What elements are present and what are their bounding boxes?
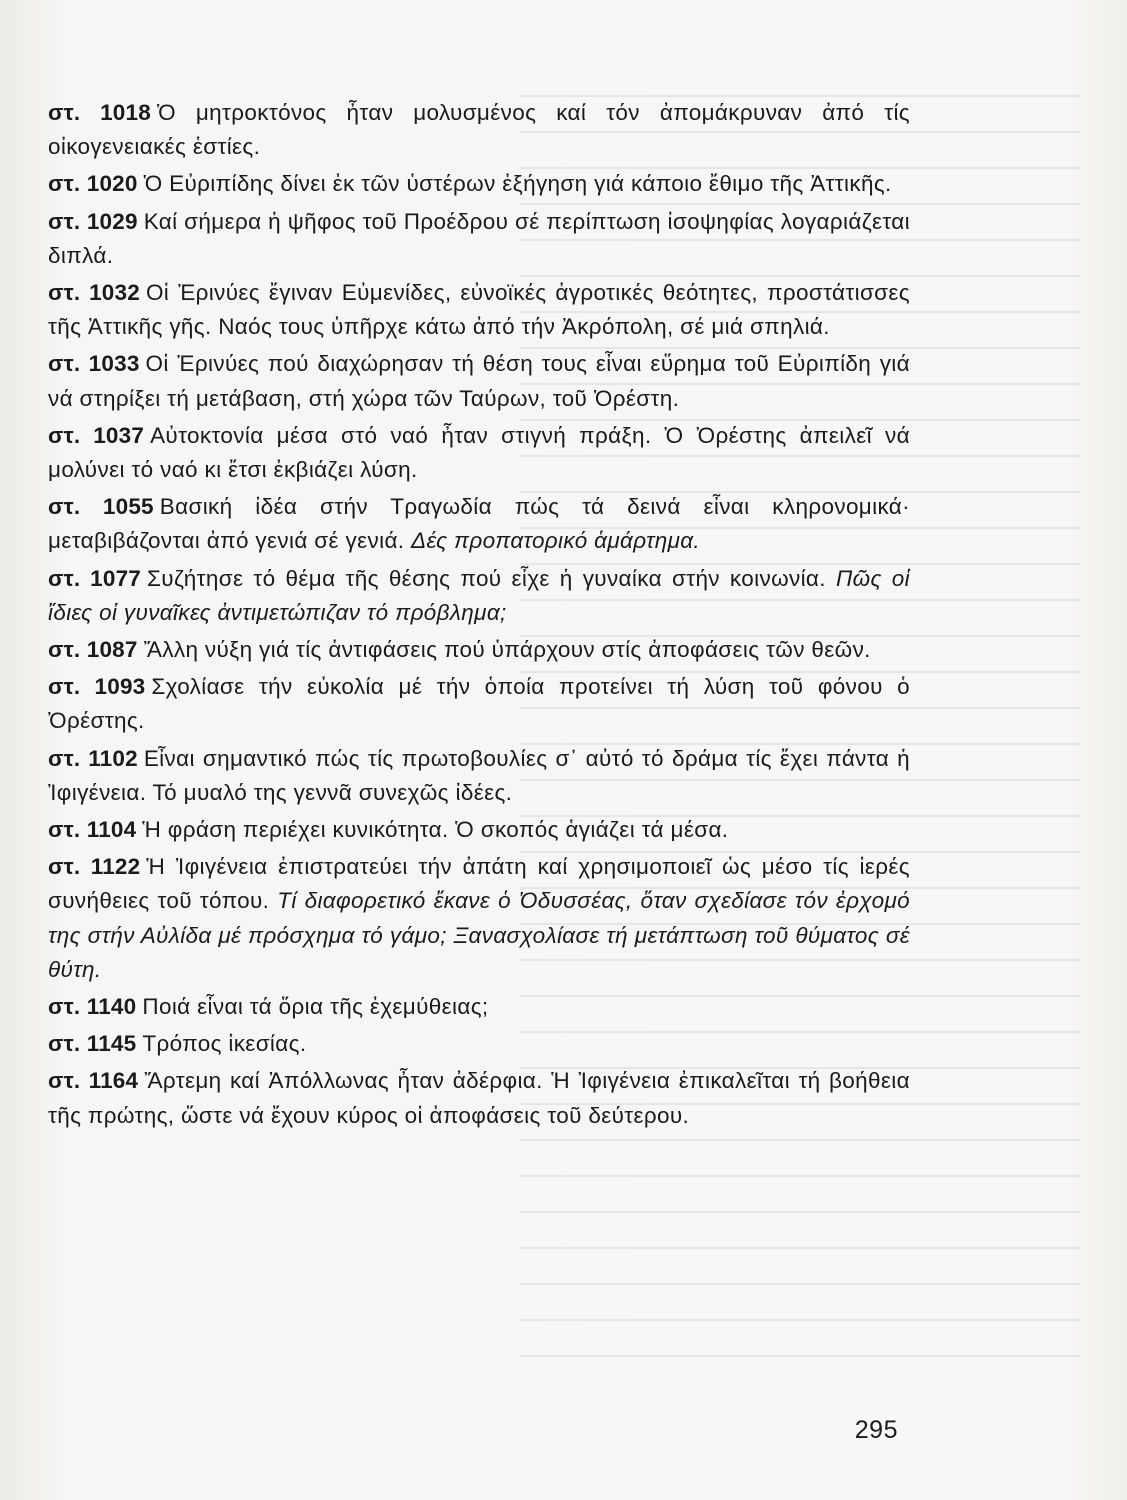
entry-1104 xyxy=(48,813,910,847)
verse-ref: στ. 1077 xyxy=(48,565,142,591)
entry-italic-note: Τί διαφορετικό ἔκανε ὁ Ὀδυσσέας, ὅταν σχεδίασε τόν ἐρχομό της στήν Αὐλίδα μέ πρόσχημα τό γάμο; Ξανασχολίασε τή μετάπτωση τοῦ θύματος σέ θύτη. xyxy=(48,888,911,982)
verse-ref: στ. 1140 xyxy=(48,994,137,1020)
entry-1032 xyxy=(48,276,910,344)
entry-text: Ὁ Εὐριπίδης δίνει ἐκ τῶν ὑστέρων ἐξήγηση γιά κάποιο ἔθιμο τῆς Ἀττικῆς. xyxy=(143,171,892,197)
entry-1122 xyxy=(48,850,910,987)
entry-1164 xyxy=(48,1064,910,1132)
entry-1033 xyxy=(48,347,910,415)
verse-ref: στ. 1104 xyxy=(48,817,137,843)
verse-ref: στ. 1164 xyxy=(48,1068,139,1094)
verse-ref: στ. 1087 xyxy=(48,637,138,663)
commentary-text xyxy=(48,96,910,1136)
entry-text: Καί σήμερα ἡ ψῆφος τοῦ Προέδρου σέ περίπτωση ἰσοψηφίας λογαριάζεται διπλά. xyxy=(48,208,910,268)
entry-italic-note: Πῶς οἱ ἴδιες οἱ γυναῖκες ἀντιμετώπιζαν τό πρόβλημα; xyxy=(48,565,910,625)
entry-text: Ἡ Ἰφιγένεια ἐπιστρατεύει τήν ἀπάτη καί χρησιμοποιεῖ ὡς μέσο τίς ἱερές συνήθειες τοῦ τόπου. xyxy=(48,854,910,914)
entry-1093 xyxy=(48,670,910,738)
entry-text: Τρόπος ἱκεσίας. xyxy=(142,1031,307,1057)
entry-1029 xyxy=(48,205,910,273)
entry-1102 xyxy=(48,742,910,810)
entry-1018 xyxy=(48,96,910,164)
entry-1145 xyxy=(48,1027,910,1061)
entry-1087 xyxy=(48,633,910,667)
entry-text: Αὐτοκτονία μέσα στό ναό ἦταν στιγνή πράξη. Ὁ Ὀρέστης ἀπειλεῖ νά μολύνει τό ναό κι ἔτσι ἐκβιάζει λύση. xyxy=(48,422,910,483)
verse-ref: στ. 1055 xyxy=(48,494,154,520)
entry-text: Ἡ φράση περιέχει κυνικότητα. Ὁ σκοπός ἁγιάζει τά μέσα. xyxy=(142,817,729,843)
entry-text: Εἶναι σημαντικό πώς τίς πρωτοβουλίες σ᾽ αὐτό τό δράμα τίς ἔχει πάντα ἡ Ἰφιγένεια. Τό μυαλό της γεννᾶ συνεχῶς ἰδέες. xyxy=(48,745,910,805)
verse-ref: στ. 1122 xyxy=(48,854,141,880)
verse-ref: στ. 1145 xyxy=(48,1031,137,1057)
entry-text: Ἄρτεμη καί Ἀπόλλωνας ἦταν ἀδέρφια. Ἡ Ἰφιγένεια ἐπικαλεῖται τή βοήθεια τῆς πρώτης, ὥστε νά ἔχουν κύρος οἱ ἀποφάσεις τοῦ δεύτερου. xyxy=(48,1068,910,1128)
verse-ref: στ. 1032 xyxy=(48,280,140,306)
verse-ref: στ. 1029 xyxy=(48,208,138,234)
page-number: 295 xyxy=(854,1416,898,1444)
verse-ref: στ. 1037 xyxy=(48,422,145,448)
entry-1020 xyxy=(48,167,910,201)
verse-ref: στ. 1018 xyxy=(48,100,151,125)
entry-text: Οἱ Ἐρινύες ἔγιναν Εὐμενίδες, εὐνοϊκές ἀγροτικές θεότητες, προστάτισσες τῆς Ἀττικῆς γῆς. Ναός τους ὑπῆρχε κάτω ἀπό τήν Ἀκρόπολη, σέ μιά σπηλιά. xyxy=(48,280,910,340)
entry-text: Βασική ἰδέα στήν Τραγωδία πώς τά δεινά εἶναι κληρονομικά· μεταβιβάζονται ἀπό γενιά σέ γενιά. xyxy=(48,494,910,554)
entry-text: Συζήτησε τό θέμα τῆς θέσης πού εἶχε ἡ γυναίκα στήν κοινωνία. xyxy=(147,565,826,591)
entry-text: Ὁ μητροκτόνος ἦταν μολυσμένος καί τόν ἀπομάκρυναν ἀπό τίς οἰκογενειακές ἑστίες. xyxy=(48,100,911,160)
entry-text: Ποιά εἶναι τά ὅρια τῆς ἐχεμύθειας; xyxy=(142,994,489,1020)
entry-italic-note: Δές προπατορικό ἁμάρτημα. xyxy=(411,528,701,554)
verse-ref: στ. 1102 xyxy=(48,745,138,771)
verse-ref: στ. 1033 xyxy=(48,351,140,377)
entry-1140 xyxy=(48,990,910,1024)
entry-1037 xyxy=(48,419,910,487)
entry-1055 xyxy=(48,490,910,558)
verse-ref: στ. 1093 xyxy=(48,674,146,700)
entry-text: Ἄλλη νύξη γιά τίς ἀντιφάσεις πού ὑπάρχουν στίς ἀποφάσεις τῶν θεῶν. xyxy=(143,637,871,663)
entry-text: Οἱ Ἐρινύες πού διαχώρησαν τή θέση τους εἶναι εὕρημα τοῦ Εὐριπίδη γιά νά στηρίξει τή μετάβαση, στή χώρα τῶν Ταύρων, τοῦ Ὀρέστη. xyxy=(48,351,911,411)
entry-1077 xyxy=(48,562,910,630)
verse-ref: στ. 1020 xyxy=(48,171,138,197)
entry-text: Σχολίασε τήν εὐκολία μέ τήν ὁποία προτείνει τή λύση τοῦ φόνου ὁ Ὀρέστης. xyxy=(48,674,910,734)
